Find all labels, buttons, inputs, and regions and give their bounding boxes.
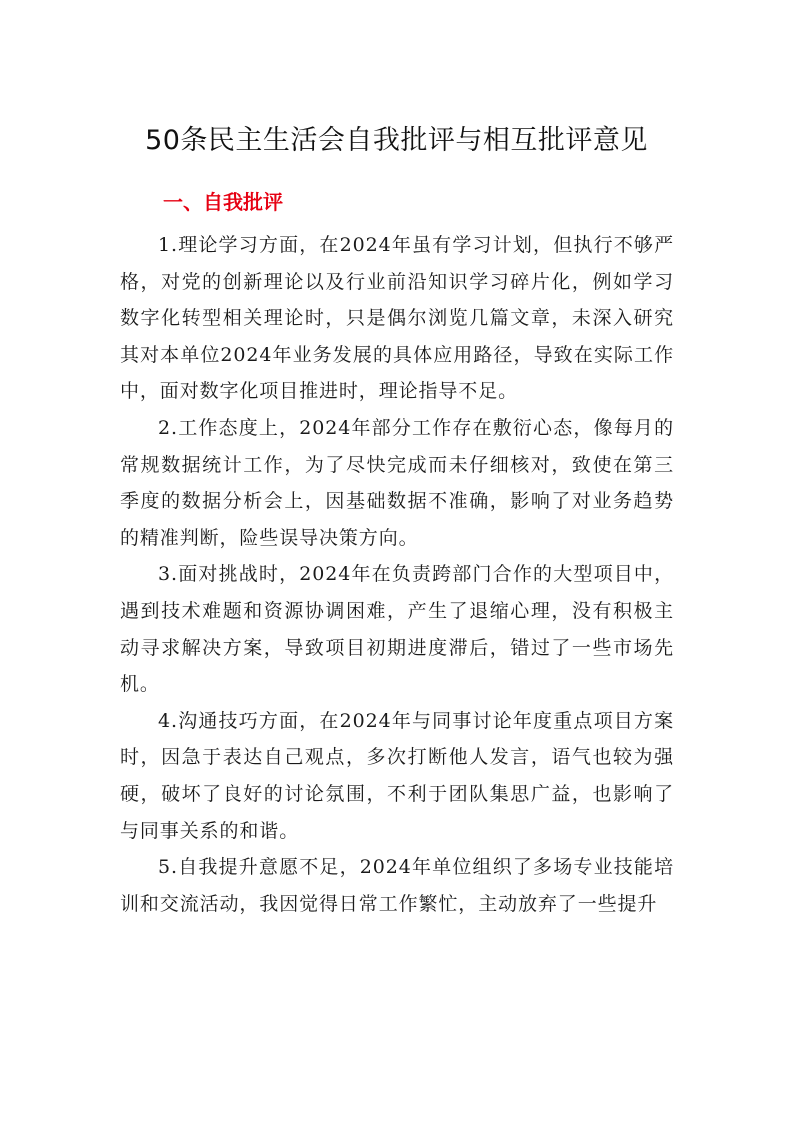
paragraph-5: 5.自我提升意愿不足，2024年单位组织了多场专业技能培训和交流活动，我因觉得日常工作繁忙，主动放弃了一些提升 [120,856,674,915]
paragraph-4: 4.沟通技巧方面，在2024年与同事讨论年度重点项目方案时，因急于表达自己观点，多次打断他人发言，语气也较为强硬，破坏了良好的讨论氛围，不利于团队集思广益，也影响了与同事关系的和谐。 [120,709,674,842]
paragraph-3: 3.面对挑战时，2024年在负责跨部门合作的大型项目中，遇到技术难题和资源协调困难，产生了退缩心理，没有积极主动寻求解决方案，导致项目初期进度滞后，错过了一些市场先机。 [120,563,674,696]
section-body [120,227,674,922]
paragraph-1: 1.理论学习方面，在2024年虽有学习计划，但执行不够严格，对党的创新理论以及行业前沿知识学习碎片化，例如学习数字化转型相关理论时，只是偶尔浏览几篇文章，未深入研究其对本单位2024年业务发展的具体应用路径，导致在实际工作中，面对数字化项目推进时，理论指导不足。 [120,234,674,403]
document-title: 50条民主生活会自我批评与相互批评意见 [145,125,648,156]
section-heading-self-criticism: 一、自我批评 [163,190,283,214]
paragraph-2: 2.工作态度上，2024年部分工作存在敷衍心态，像每月的常规数据统计工作，为了尽快完成而未仔细核对，致使在第三季度的数据分析会上，因基础数据不准确，影响了对业务趋势的精准判断，险些误导决策方向。 [120,416,674,549]
